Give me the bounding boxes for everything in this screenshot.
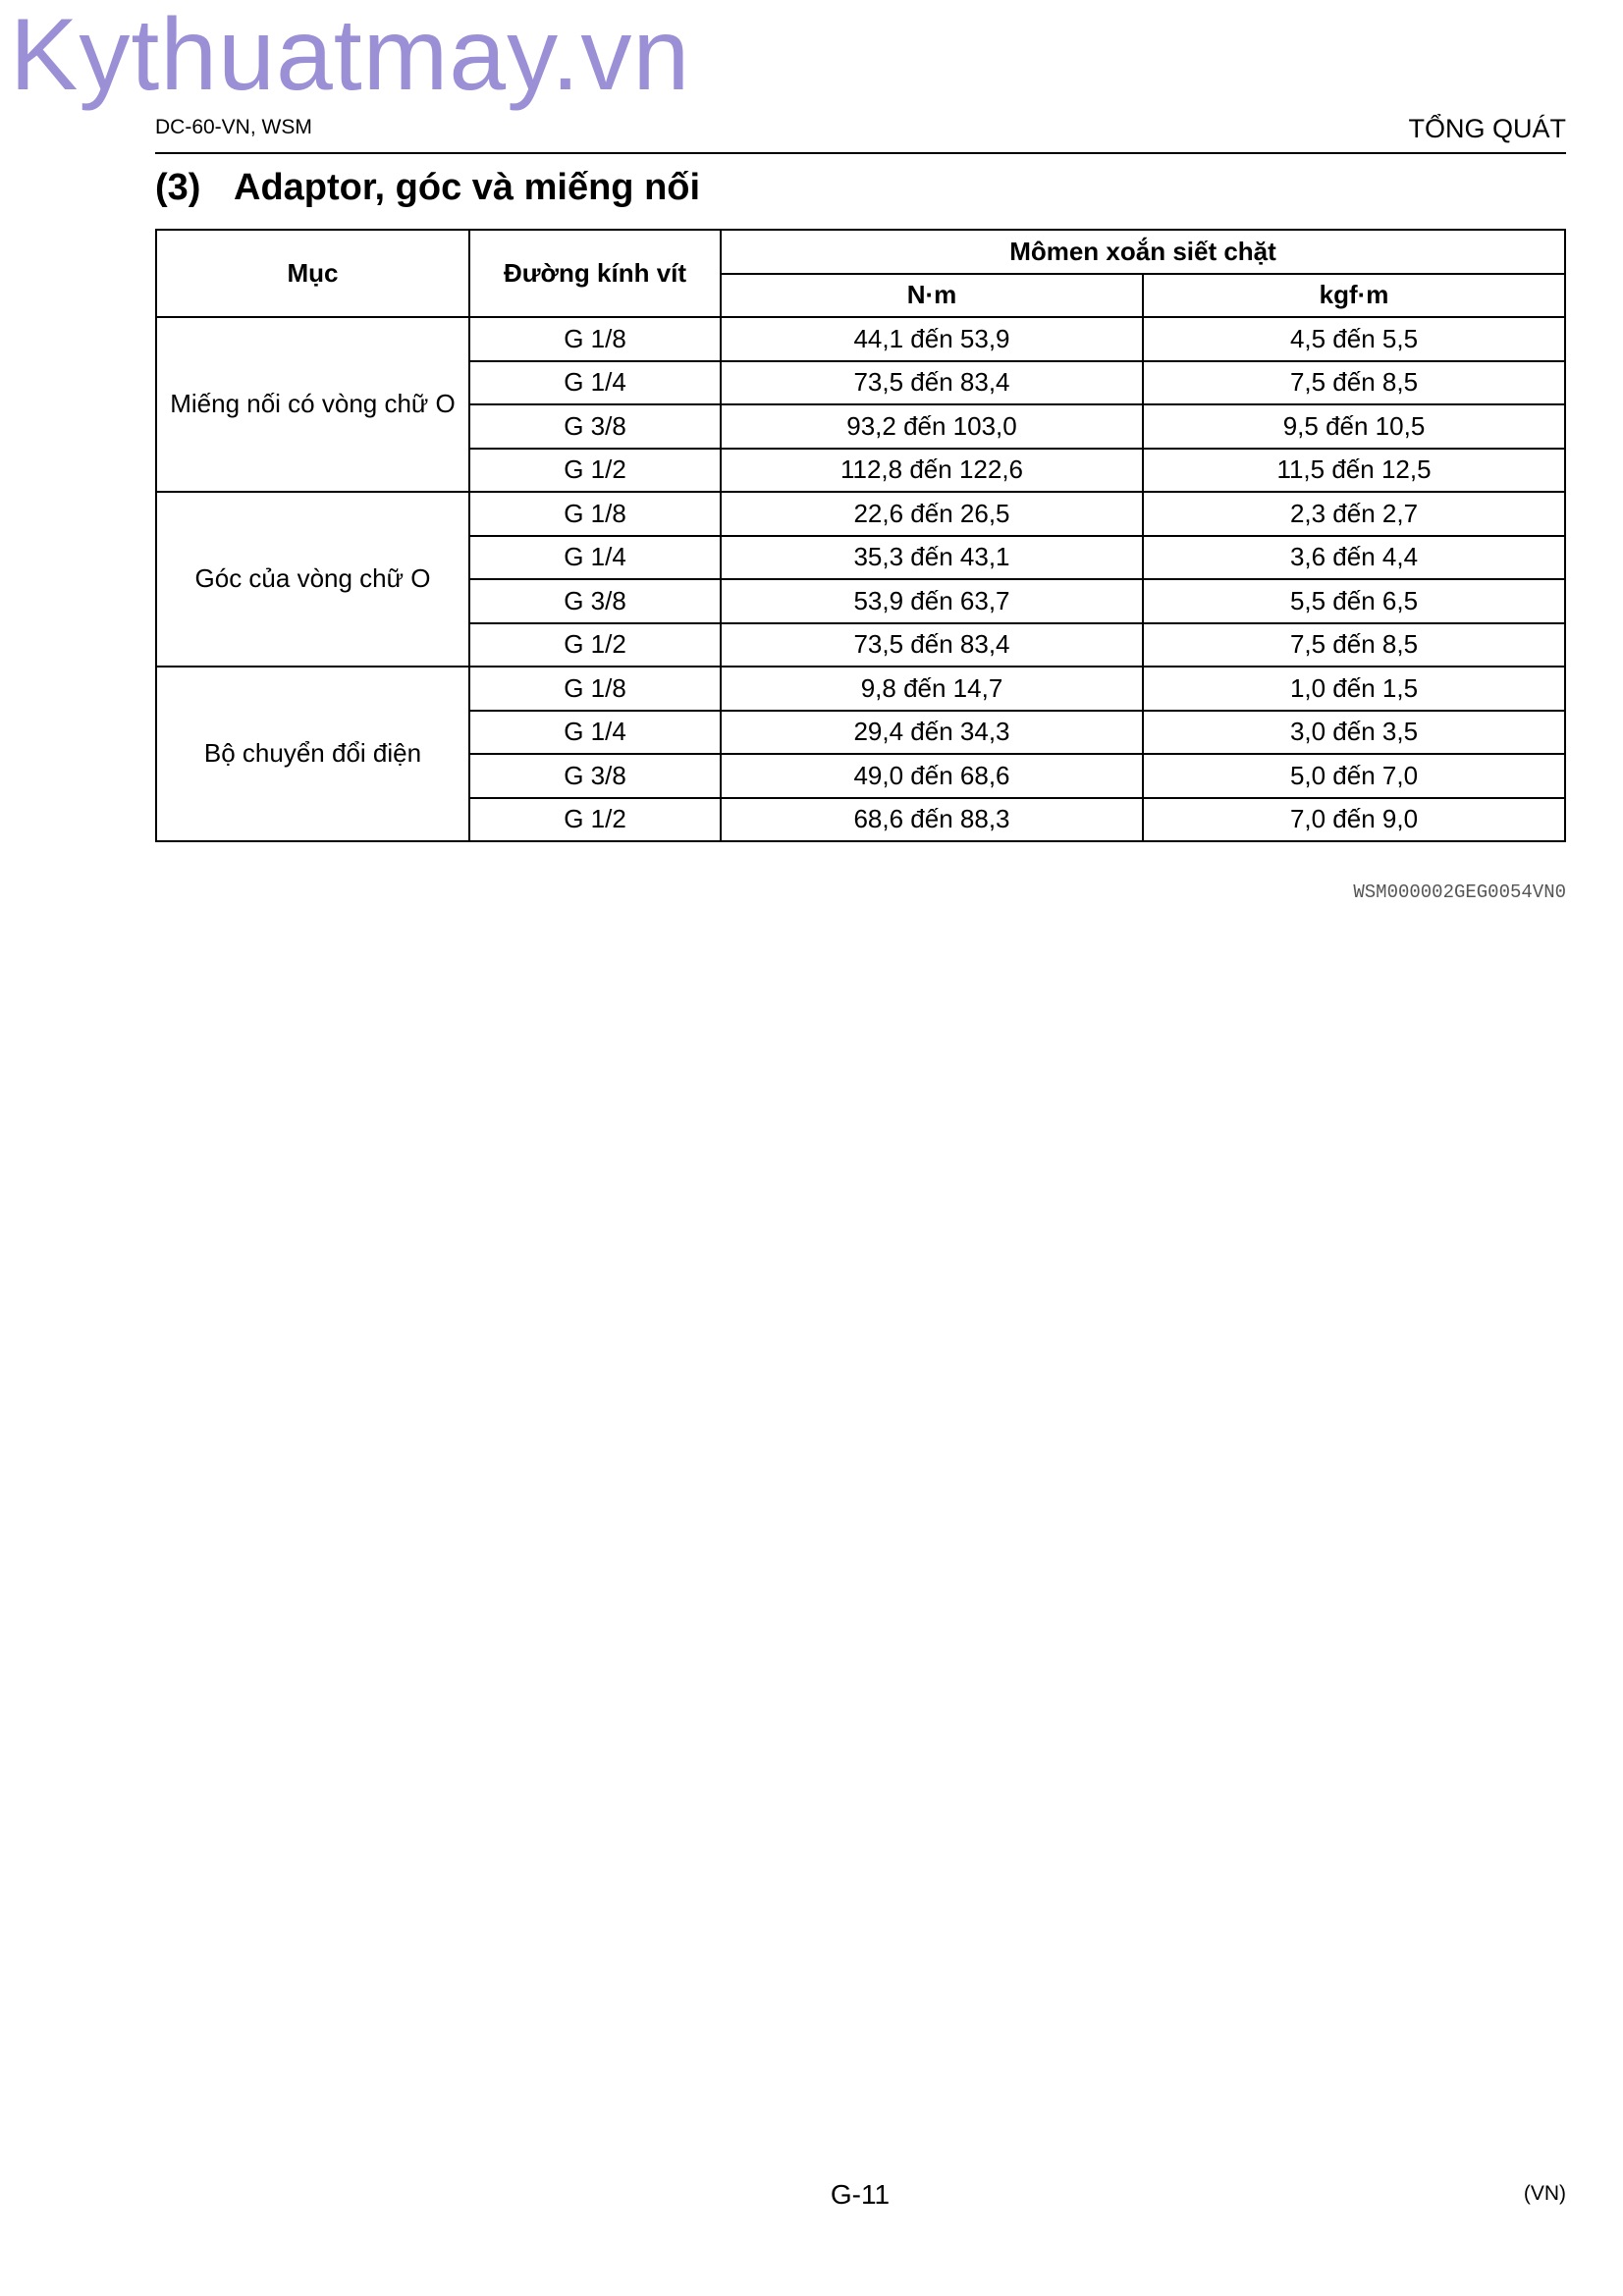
nm-cell: 53,9 đến 63,7	[721, 579, 1143, 623]
header-section: TỔNG QUÁT	[1408, 114, 1566, 143]
header-item: Mục	[156, 230, 469, 317]
kgfm-cell: 5,5 đến 6,5	[1143, 579, 1565, 623]
kgfm-cell: 1,0 đến 1,5	[1143, 667, 1565, 711]
nm-cell: 73,5 đến 83,4	[721, 623, 1143, 667]
page-number: G-11	[830, 2179, 891, 2210]
thread-cell: G 3/8	[469, 579, 721, 623]
nm-cell: 112,8 đến 122,6	[721, 449, 1143, 493]
thread-cell: G 1/4	[469, 361, 721, 405]
kgfm-cell: 7,0 đến 9,0	[1143, 798, 1565, 842]
thread-cell: G 3/8	[469, 754, 721, 798]
thread-cell: G 1/2	[469, 449, 721, 493]
header-thread: Đường kính vít	[469, 230, 721, 317]
kgfm-cell: 5,0 đến 7,0	[1143, 754, 1565, 798]
nm-cell: 93,2 đến 103,0	[721, 404, 1143, 449]
thread-cell: G 1/8	[469, 317, 721, 361]
kgfm-cell: 7,5 đến 8,5	[1143, 623, 1565, 667]
kgfm-cell: 2,3 đến 2,7	[1143, 492, 1565, 536]
language-code: (VN)	[1523, 2182, 1566, 2205]
thread-cell: G 1/2	[469, 798, 721, 842]
header-divider	[155, 152, 1566, 154]
kgfm-cell: 4,5 đến 5,5	[1143, 317, 1565, 361]
table-row	[156, 667, 1565, 711]
section-number: (3)	[155, 167, 201, 208]
section-title-text: Adaptor, góc và miếng nối	[234, 167, 701, 208]
nm-cell: 29,4 đến 34,3	[721, 711, 1143, 755]
section-title	[155, 167, 700, 209]
header-kgfm: kgf·m	[1143, 274, 1565, 318]
kgfm-cell: 7,5 đến 8,5	[1143, 361, 1565, 405]
table-body	[156, 317, 1565, 841]
header-torque: Mômen xoắn siết chặt	[721, 230, 1565, 274]
table-row	[156, 317, 1565, 361]
nm-cell: 35,3 đến 43,1	[721, 536, 1143, 580]
item-cell: Miếng nối có vòng chữ O	[156, 317, 469, 492]
torque-table	[155, 229, 1566, 842]
watermark-logo: Kythuatmay.vn	[10, 0, 691, 112]
nm-cell: 9,8 đến 14,7	[721, 667, 1143, 711]
kgfm-cell: 3,0 đến 3,5	[1143, 711, 1565, 755]
thread-cell: G 1/4	[469, 711, 721, 755]
nm-cell: 22,6 đến 26,5	[721, 492, 1143, 536]
thread-cell: G 3/8	[469, 404, 721, 449]
kgfm-cell: 9,5 đến 10,5	[1143, 404, 1565, 449]
header-nm: N·m	[721, 274, 1143, 318]
header-doc-id: DC-60-VN, WSM	[155, 116, 312, 138]
item-cell: Góc của vòng chữ O	[156, 492, 469, 667]
thread-cell: G 1/8	[469, 667, 721, 711]
nm-cell: 49,0 đến 68,6	[721, 754, 1143, 798]
kgfm-cell: 3,6 đến 4,4	[1143, 536, 1565, 580]
thread-cell: G 1/8	[469, 492, 721, 536]
nm-cell: 44,1 đến 53,9	[721, 317, 1143, 361]
table-row	[156, 492, 1565, 536]
document-code: WSM000002GEG0054VN0	[1353, 881, 1566, 903]
kgfm-cell: 11,5 đến 12,5	[1143, 449, 1565, 493]
thread-cell: G 1/4	[469, 536, 721, 580]
nm-cell: 68,6 đến 88,3	[721, 798, 1143, 842]
nm-cell: 73,5 đến 83,4	[721, 361, 1143, 405]
thread-cell: G 1/2	[469, 623, 721, 667]
item-cell: Bộ chuyển đổi điện	[156, 667, 469, 841]
